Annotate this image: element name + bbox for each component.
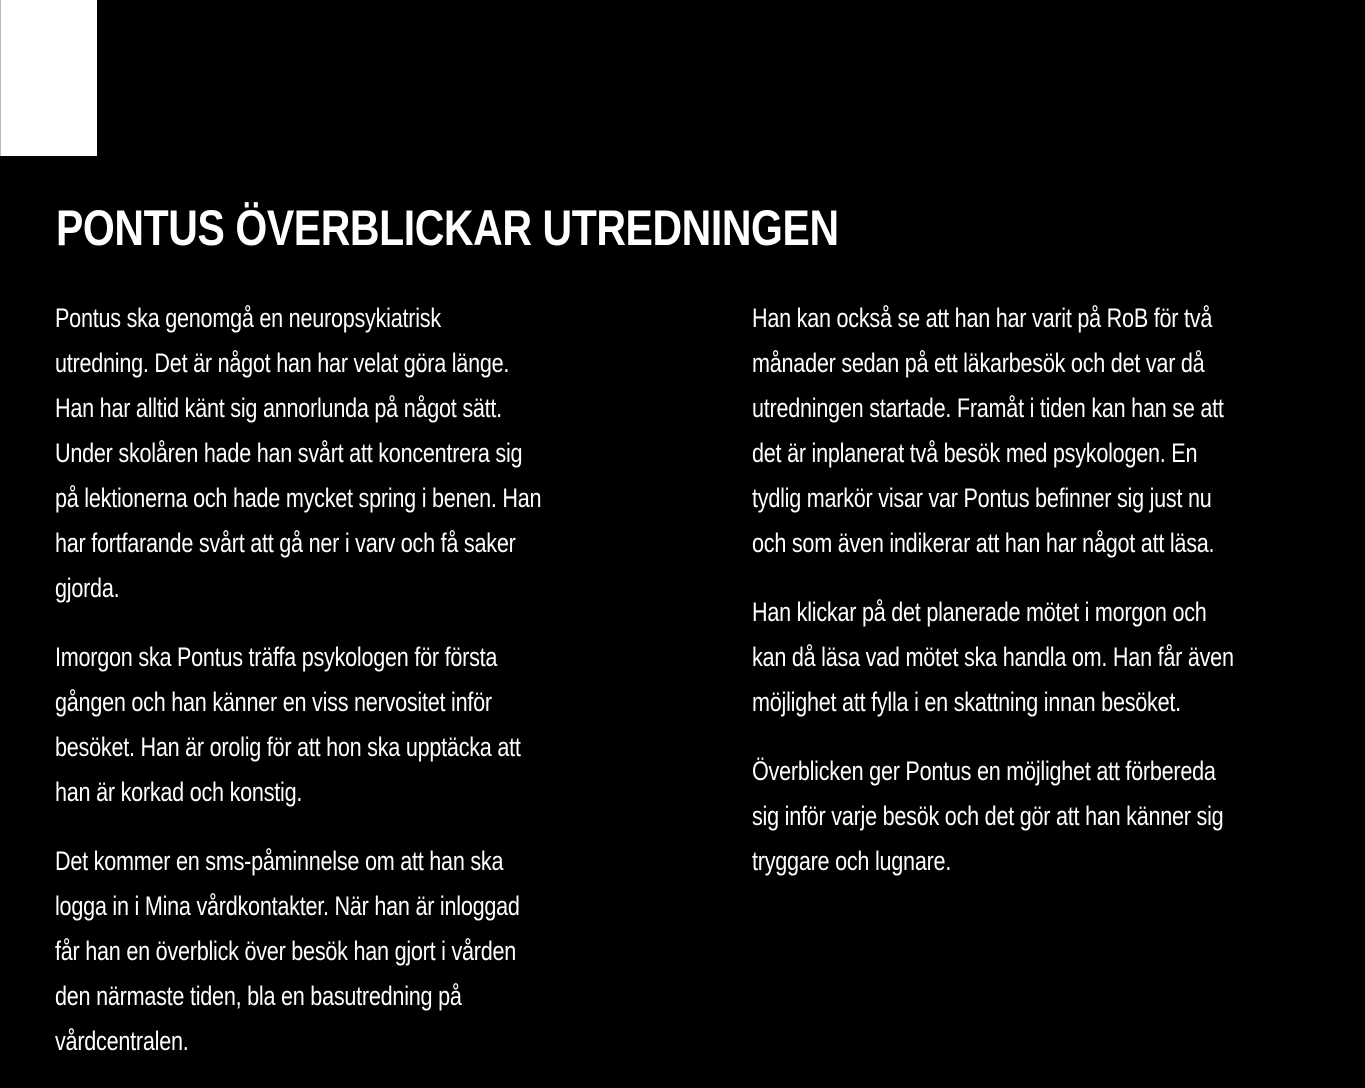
corner-image-placeholder <box>1 0 97 156</box>
text-line: det är inplanerat två besök med psykologen. En <box>752 438 1198 468</box>
text-line: Imorgon ska Pontus träffa psykologen för första <box>55 642 498 672</box>
paragraph <box>55 296 655 611</box>
paragraph <box>55 839 655 1064</box>
text-line: gjorda. <box>55 573 120 603</box>
text-line: vårdcentralen. <box>55 1026 189 1056</box>
text-line: den närmaste tiden, bla en basutredning på <box>55 981 462 1011</box>
left-column <box>55 296 655 1088</box>
text-line: logga in i Mina vårdkontakter. När han är inloggad <box>55 891 520 921</box>
text-line: han är korkad och konstig. <box>55 777 303 807</box>
text-line: tydlig markör visar var Pontus befinner sig just nu <box>752 483 1212 513</box>
text-line: Pontus ska genomgå en neuropsykiatrisk <box>55 303 441 333</box>
text-line: får han en överblick över besök han gjort i vården <box>55 936 517 966</box>
page-title: PONTUS ÖVERBLICKAR UTREDNINGEN <box>56 200 839 256</box>
text-line: utredningen startade. Framåt i tiden kan han se att <box>752 393 1224 423</box>
text-line: Under skolåren hade han svårt att koncentrera sig <box>55 438 523 468</box>
text-line: sig inför varje besök och det gör att han känner sig <box>752 801 1224 831</box>
text-line: kan då läsa vad mötet ska handla om. Han får även <box>752 642 1234 672</box>
text-line: månader sedan på ett läkarbesök och det var då <box>752 348 1205 378</box>
paragraph <box>752 749 1352 884</box>
text-line: Han har alltid känt sig annorlunda på något sätt. <box>55 393 502 423</box>
right-column <box>752 296 1352 908</box>
text-line: Han kan också se att han har varit på RoB för två <box>752 303 1213 333</box>
text-line: Det kommer en sms-påminnelse om att han ska <box>55 846 504 876</box>
text-line: och som även indikerar att han har något att läsa. <box>752 528 1215 558</box>
text-line: möjlighet att fylla i en skattning innan besöket. <box>752 687 1181 717</box>
text-line: tryggare och lugnare. <box>752 846 952 876</box>
text-line: besöket. Han är orolig för att hon ska upptäcka att <box>55 732 521 762</box>
text-line: Han klickar på det planerade mötet i morgon och <box>752 597 1207 627</box>
paragraph <box>55 635 655 815</box>
text-line: Överblicken ger Pontus en möjlighet att förbereda <box>752 756 1216 786</box>
paragraph <box>752 296 1352 566</box>
text-line: har fortfarande svårt att gå ner i varv och få saker <box>55 528 516 558</box>
text-line: utredning. Det är något han har velat göra länge. <box>55 348 510 378</box>
paragraph <box>752 590 1352 725</box>
text-line: på lektionerna och hade mycket spring i benen. Han <box>55 483 542 513</box>
text-line: gången och han känner en viss nervositet inför <box>55 687 492 717</box>
